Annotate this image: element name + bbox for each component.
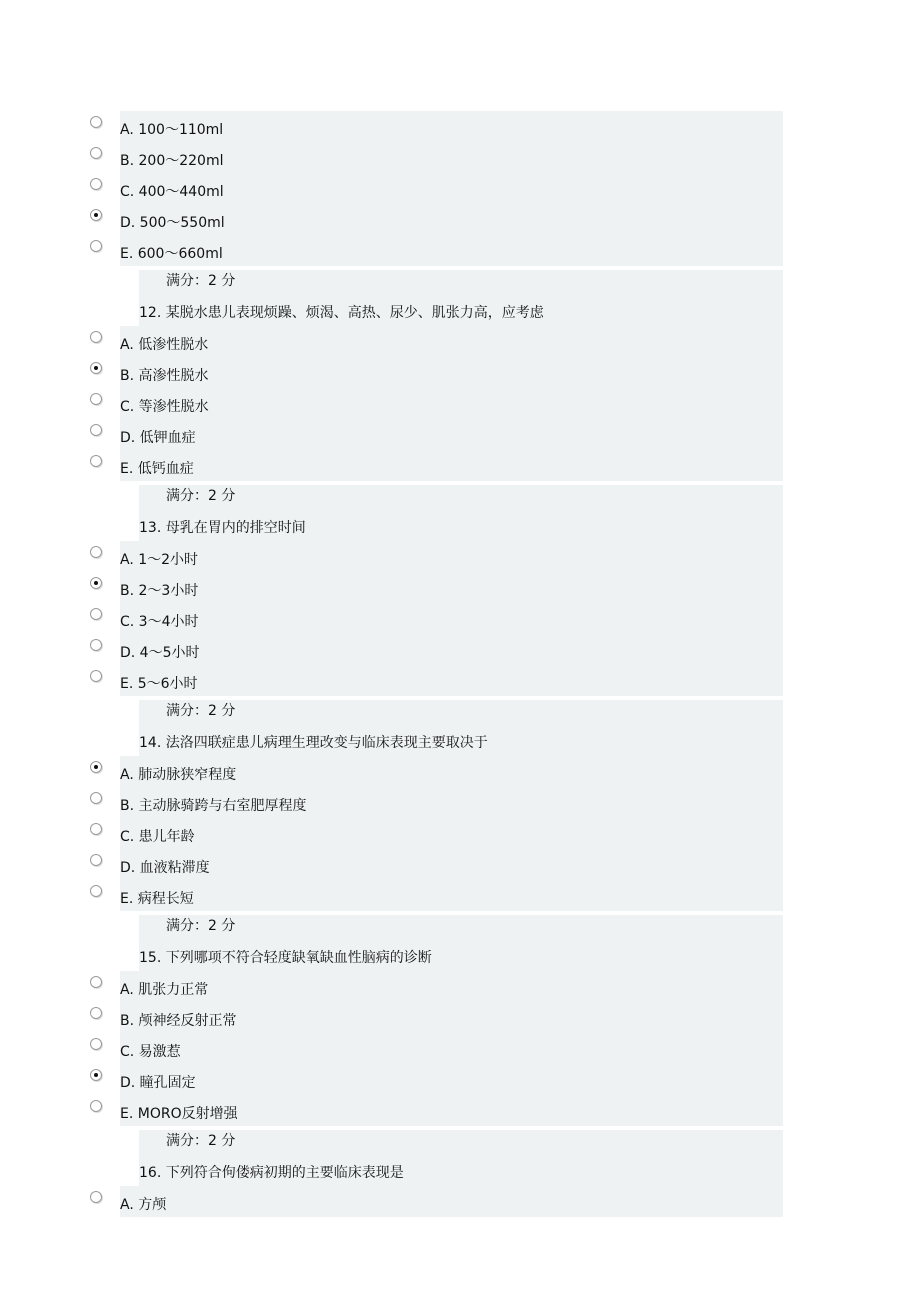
- score-line: [139, 485, 783, 514]
- question-3: [139, 729, 783, 756]
- option-label: D. 低钾血症: [120, 430, 196, 446]
- option-background: [120, 971, 783, 1002]
- radio-icon[interactable]: [90, 147, 102, 159]
- option-row[interactable]: [86, 971, 783, 1002]
- radio-selected-icon[interactable]: [90, 362, 102, 374]
- option-background: [120, 603, 783, 634]
- score-line: [139, 700, 783, 729]
- option-background: [120, 1033, 783, 1064]
- option-row[interactable]: [86, 450, 783, 481]
- option-background: [120, 572, 783, 603]
- option-row[interactable]: [86, 204, 783, 235]
- option-row[interactable]: [86, 1186, 783, 1217]
- radio-icon[interactable]: [90, 639, 102, 651]
- option-label: B. 高渗性脱水: [120, 368, 209, 384]
- score-line: [139, 270, 783, 299]
- question-text: 14. 法洛四联症患儿病理生理改变与临床表现主要取决于: [139, 735, 488, 751]
- option-label: A. 低渗性脱水: [120, 337, 209, 353]
- option-row[interactable]: [86, 634, 783, 665]
- option-label: E. MORO反射增强: [120, 1106, 238, 1122]
- option-background: [120, 818, 783, 849]
- option-row[interactable]: [86, 880, 783, 911]
- option-label: C. 3～4小时: [120, 614, 199, 630]
- option-row[interactable]: [86, 357, 783, 388]
- option-row[interactable]: [86, 388, 783, 419]
- radio-selected-icon[interactable]: [90, 209, 102, 221]
- option-row[interactable]: [86, 603, 783, 634]
- option-label: C. 400～440ml: [120, 184, 224, 200]
- radio-icon[interactable]: [90, 1007, 102, 1019]
- radio-icon[interactable]: [90, 240, 102, 252]
- question-2: [139, 514, 783, 541]
- option-row[interactable]: [86, 1064, 783, 1095]
- radio-icon[interactable]: [90, 885, 102, 897]
- question-text: 15. 下列哪项不符合轻度缺氧缺血性脑病的诊断: [139, 950, 432, 966]
- option-row[interactable]: [86, 818, 783, 849]
- question-1: [139, 299, 783, 326]
- radio-icon[interactable]: [90, 608, 102, 620]
- radio-icon[interactable]: [90, 1191, 102, 1203]
- option-background: [120, 388, 783, 419]
- question-text: 12. 某脱水患儿表现烦躁、烦渴、高热、尿少、肌张力高，应考虑: [139, 305, 544, 321]
- option-label: C. 等渗性脱水: [120, 399, 209, 415]
- option-label: D. 4～5小时: [120, 645, 200, 661]
- option-label: A. 1～2小时: [120, 552, 199, 568]
- option-background: [120, 450, 783, 481]
- option-row[interactable]: [86, 1002, 783, 1033]
- score-text: 满分：2 分: [166, 273, 236, 289]
- option-background: [120, 541, 783, 572]
- radio-icon[interactable]: [90, 393, 102, 405]
- score-text: 满分：2 分: [166, 703, 236, 719]
- option-row[interactable]: [86, 111, 783, 142]
- option-label: D. 血液粘滞度: [120, 860, 210, 876]
- option-background: [120, 1064, 783, 1095]
- option-label: B. 2～3小时: [120, 583, 199, 599]
- question-5: [139, 1159, 783, 1186]
- question-4: [139, 944, 783, 971]
- option-label: E. 低钙血症: [120, 461, 194, 477]
- question-text: 16. 下列符合佝偻病初期的主要临床表现是: [139, 1165, 404, 1181]
- option-row[interactable]: [86, 1033, 783, 1064]
- option-label: B. 颅神经反射正常: [120, 1013, 237, 1029]
- score-line: [139, 1130, 783, 1159]
- radio-selected-icon[interactable]: [90, 761, 102, 773]
- option-row[interactable]: [86, 665, 783, 696]
- radio-icon[interactable]: [90, 424, 102, 436]
- option-background: [120, 419, 783, 450]
- score-line: [139, 915, 783, 944]
- option-label: E. 病程长短: [120, 891, 194, 907]
- option-background: [120, 634, 783, 665]
- option-row[interactable]: [86, 235, 783, 266]
- radio-icon[interactable]: [90, 546, 102, 558]
- option-background: [120, 849, 783, 880]
- option-label: B. 200～220ml: [120, 153, 224, 169]
- option-label: C. 易激惹: [120, 1044, 181, 1060]
- option-label: D. 500～550ml: [120, 215, 225, 231]
- radio-icon[interactable]: [90, 116, 102, 128]
- radio-icon[interactable]: [90, 455, 102, 467]
- score-text: 满分：2 分: [166, 1133, 236, 1149]
- radio-selected-icon[interactable]: [90, 577, 102, 589]
- option-label: B. 主动脉骑跨与右室肥厚程度: [120, 798, 307, 814]
- score-text: 满分：2 分: [166, 488, 236, 504]
- option-background: [120, 1186, 783, 1217]
- radio-icon[interactable]: [90, 854, 102, 866]
- option-row[interactable]: [86, 849, 783, 880]
- option-label: D. 瞳孔固定: [120, 1075, 196, 1091]
- option-label: C. 患儿年龄: [120, 829, 195, 845]
- option-row[interactable]: [86, 1095, 783, 1126]
- radio-icon[interactable]: [90, 670, 102, 682]
- radio-selected-icon[interactable]: [90, 1069, 102, 1081]
- quiz-container: [86, 111, 783, 1217]
- option-row[interactable]: [86, 142, 783, 173]
- radio-icon[interactable]: [90, 331, 102, 343]
- option-row[interactable]: [86, 756, 783, 787]
- radio-icon[interactable]: [90, 1100, 102, 1112]
- option-label: A. 肺动脉狭窄程度: [120, 767, 237, 783]
- option-label: A. 肌张力正常: [120, 982, 209, 998]
- score-text: 满分：2 分: [166, 918, 236, 934]
- option-label: E. 5～6小时: [120, 676, 198, 692]
- option-row[interactable]: [86, 787, 783, 818]
- radio-icon[interactable]: [90, 1038, 102, 1050]
- radio-icon[interactable]: [90, 178, 102, 190]
- radio-icon[interactable]: [90, 792, 102, 804]
- option-background: [120, 665, 783, 696]
- option-label: A. 方颅: [120, 1197, 167, 1213]
- radio-icon[interactable]: [90, 976, 102, 988]
- option-label: A. 100～110ml: [120, 122, 224, 138]
- option-row[interactable]: [86, 541, 783, 572]
- option-row[interactable]: [86, 572, 783, 603]
- radio-icon[interactable]: [90, 823, 102, 835]
- option-row[interactable]: [86, 173, 783, 204]
- option-background: [120, 880, 783, 911]
- question-text: 13. 母乳在胃内的排空时间: [139, 520, 306, 536]
- option-background: [120, 357, 783, 388]
- option-background: [120, 326, 783, 357]
- option-row[interactable]: [86, 326, 783, 357]
- option-label: E. 600～660ml: [120, 246, 223, 262]
- option-row[interactable]: [86, 419, 783, 450]
